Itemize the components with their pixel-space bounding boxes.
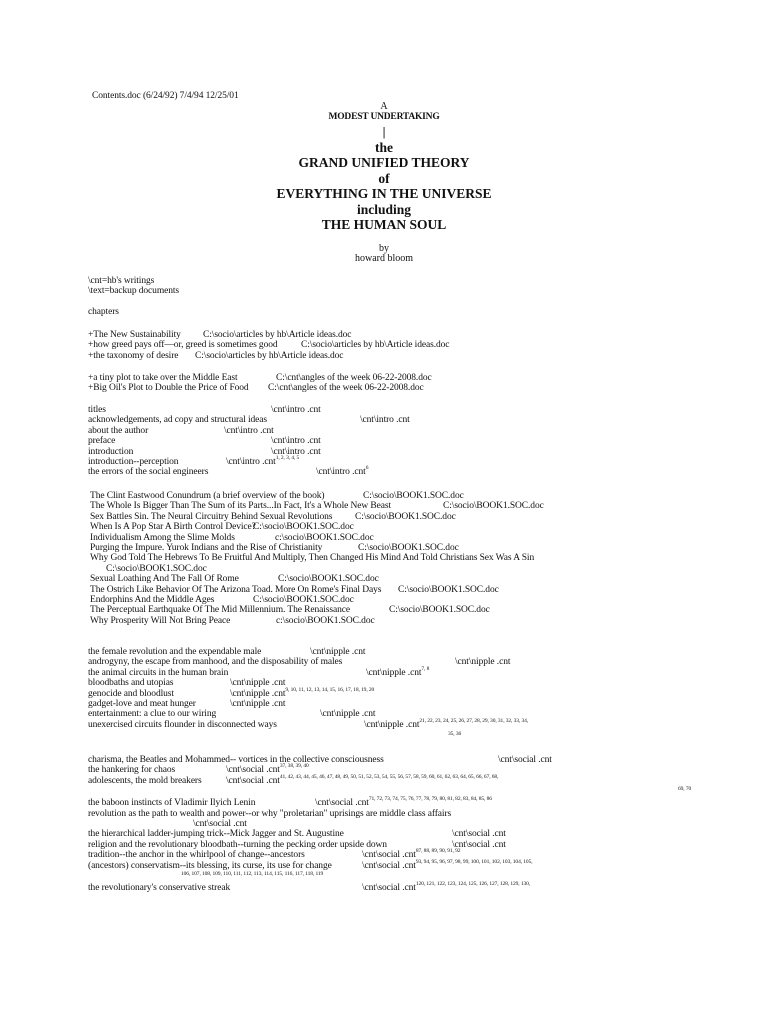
list-item: introduction \cnt\intro .cnt [88,446,321,457]
article-entries [88,330,768,361]
list-item: +the taxonomy of desire C:\socio\articles by hb\Article ideas.doc [88,350,344,361]
footnote-refs: 1, 2, 3, 4, 5 [275,454,300,461]
list-item: the hierarchical ladder-jumping trick--Mick Jagger and St. Augustine \cnt\social .cnt [88,829,506,840]
list-item: When Is A Pop Star A Birth Control Device? C:\socio\BOOK1.SOC.doc [90,522,354,533]
list-item: +Big Oil's Plot to Double the Price of Food C:\cnt\angles of the week 06-22-2008.doc [88,383,424,394]
title-including: including [356,202,412,217]
list-item: tradition--the anchor in the whirlpool of change--ancestors \cnt\social .cnt$^{87, 88, 89, 90, 91, 92}$ [88,848,461,861]
list-item: preface \cnt\intro .cnt [88,436,321,447]
footnote-refs: 106, 107, 108, 109, 110, 111, 112, 113, 114, 115, 116, 117, 118, 119 [181,870,324,877]
contents-line: Contents.doc (6/24/92) 7/4/94 12/25/01 [92,91,239,101]
list-item [88,730,768,744]
list-item: Sexual Loathing And The Fall Of Rome C:\socio\BOOK1.SOC.doc [90,574,379,585]
list-item: the revolutionary's conservative streak \cnt\social .cnt$^{120, 121, 122, 123, 124, 125, 126, 127, 128, 129, 130,}$ [88,880,531,893]
list-item: +The New Sustainability C:\socio\articles by hb\Article ideas.doc [88,330,352,340]
byline-author: howard bloom [354,253,414,264]
footnote-refs: 35, 36 [448,731,462,738]
list-item: unexercised circuits flounder in disconnected ways \cnt\nipple .cnt$^{21, 22, 23, 24, 25, 26, 27, 28, 29, 30, 31, 32, 33, 34,}$ [88,717,529,730]
list-item: \cnt\social .cnt [193,818,247,829]
footnote-refs: 71, 72, 73, 74, 75, 76, 77, 78, 79, 80, 81, 82, 83, 84, 85, 86 [368,796,492,803]
chapters-label: chapters [88,307,119,317]
list-item: entertainment: a clue to our wiring \cnt\nipple .cnt [88,709,376,720]
list-item: bloodbaths and utopias \cnt\nipple .cnt [88,678,286,689]
list-item: adolescents, the mold breakers \cnt\social .cnt$^{41, 42, 43, 44, 45, 46, 47, 48, 49, 50, 51, 52, 53, 54, 55, 56, 57, 58, 59, 60, 61, 62, 63, 64, 65, 66, 67, 68,}$ [88,773,499,786]
footnote-refs: 93, 94, 95, 96, 97, 98, 99, 100, 101, 102, 103, 104, 105, [415,858,533,865]
list-item: acknowledgements, ad copy and structural ideas \cnt\intro .cnt [88,415,410,426]
list-item: The Perceptual Earthquake Of The Mid Millennium. The Renaissance C:\socio\BOOK1.SOC.doc [90,605,490,616]
list-item: titles \cnt\intro .cnt [88,405,321,415]
list-item: Endorphins And the Middle Ages C:\socio\BOOK1.SOC.doc [90,594,354,605]
footnote-refs: 6 [365,465,369,472]
list-item: gadget-love and meat hunger \cnt\nipple .cnt [88,698,286,709]
title-of: of [378,171,390,186]
social-entries [88,755,768,893]
title-everything: EVERYTHING IN THE UNIVERSE [276,186,492,201]
list-item: Individualism Among the Slime Molds c:\socio\BOOK1.SOC.doc [90,532,374,543]
list-item: religion and the revolutionary bloodbath--turning the pecking order upside down \cnt\social .cnt [88,839,506,850]
footnote-refs: 69, 70 [678,786,692,793]
title-grand-unified-theory: GRAND UNIFIED THEORY [298,155,470,170]
list-item: Purging the Impure. Yurok Indians and the Rise of Christianity C:\socio\BOOK1.SOC.doc [90,542,459,553]
list-item: +how greed pays off—or, greed is sometimes good C:\socio\articles by hb\Article ideas.doc [88,340,450,351]
footnote-refs: 21, 22, 23, 24, 25, 26, 27, 28, 29, 30, 31, 32, 33, 34, [419,717,529,724]
list-item: the errors of the social engineers \cnt\intro .cnt$^6$ [88,465,369,478]
list-item: +a tiny plot to take over the Middle East C:\cnt\angles of the week 06-22-2008.doc [88,373,432,383]
list-item: The Clint Eastwood Conundrum (a brief overview of the book) C:\socio\BOOK1.SOC.doc [90,491,464,501]
list-item: C:\socio\BOOK1.SOC.doc [106,563,207,574]
title-modest-undertaking: MODEST UNDERTAKING [328,112,440,122]
list-item: androgyny, the escape from manhood, and the disposability of males \cnt\nipple .cnt [88,657,511,668]
list-item: introduction--perception \cnt\intro .cnt$^{1, 2, 3, 4, 5}$ [88,454,300,467]
title-a: A [380,101,388,112]
list-item: Why God Told The Hebrews To Be Fruitful And Multiply, Then Changed His Mind And Told Christians Sex Was A Sin [90,553,535,564]
list-item: The Ostrich Like Behavior Of The Arizona Toad. More On Rome's Final Days C:\socio\BOOK1.SOC.doc [90,584,499,595]
title-human-soul: THE HUMAN SOUL [321,217,447,232]
list-item: The Whole Is Bigger Than The Sum of its Parts...In Fact, It's a Whole New Beast C:\socio\BOOK1.SOC.doc [90,501,544,512]
nipple-entries [88,647,768,744]
list-item: (ancestors) conservatism--its blessing, its curse, its use for change \cnt\social .cnt$^{93, 94, 95, 96, 97, 98, 99, 100, 101, 102, 103, 104, 105,}$ [88,858,533,871]
list-item: the animal circuits in the human brain \cnt\nipple .cnt$^{7, 8}$ [88,665,430,678]
list-item: Sex Battles Sin. The Neural Circuitry Behind Sexual Revolutions C:\socio\BOOK1.SOC.doc [90,511,456,522]
footnote-refs: 9, 10, 11, 12, 13, 14, 15, 16, 17, 18, 19, 20 [285,686,375,693]
list-item: genocide and bloodlust \cnt\nipple .cnt$^{9, 10, 11, 12, 13, 14, 15, 16, 17, 18, 19, 20}$ [88,686,375,699]
title-bar: | [382,124,386,139]
book1-entries [88,491,768,626]
byline-by: by [379,243,389,254]
footnote-refs: 37, 38, 39, 40 [279,763,309,770]
list-item: revolution as the path to wealth and power--or why "proletarian" uprisings are middle class affairs [88,808,452,819]
list-item: the hankering for chaos \cnt\social .cnt$^{37, 38, 39, 40}$ [88,763,309,776]
footnote-refs: 41, 42, 43, 44, 45, 46, 47, 48, 49, 50, 51, 52, 53, 54, 55, 56, 57, 58, 59, 60, 61, 62, 63, 64, 65, 66, 67, 68, [279,773,499,780]
list-item: the baboon instincts of Vladimir Ilyich Lenin \cnt\social .cnt$^{71, 72, 73, 74, 75, 76, 77, 78, 79, 80, 81, 82, 83, 84, 85, 86}$ [88,796,492,809]
title-the: the [375,140,393,155]
footnote-refs: 87, 88, 89, 90, 91, 92 [415,848,461,855]
list-item: charisma, the Beatles and Mohammed-- vortices in the collective consciousness \cnt\social .cnt [88,755,552,765]
list-item: about the author \cnt\intro .cnt [88,425,274,436]
document-page: Contents.doc (6/24/92) 7/4/94 12/25/01 A MODEST UNDERTAKING | the GRAND UNIFIED THEORY of EVERYTHING IN THE UNIVERSE including THE HUMAN SOUL by howard bloom \cnt=hb's writings \text=backup documents chapters +The New Sustainability C:\socio\articles by hb\Article ideas.doc +how greed pays off—or, greed is sometimes good C:\socio\articles by hb\Article ideas.doc +the taxonomy of desire C:\socio\articles by hb\Article ideas.doc +a tiny plot to take over the Middle East C:\cnt\angles of the week 06-22-2008.doc +Big Oil's Plot to Double the Price of Food C:\cnt\angles of the week 06-22-2008.doc titles \cnt\intro .cnt acknowledgements, ad copy and structural ideas \cnt\intro .cnt about the author \cnt\intro .cnt preface \cnt\intro .cnt introduction \cnt\intro .cnt introduction--perception \cnt\intro .cnt$^{1, 2, 3, 4, 5}$ the errors of the social engineers \cnt\intro .cnt$^6$ The Clint Eastwood Conundrum (a brief overview of the book) C:\socio\BOOK1.SOC.doc The Whole Is Bigger Than The Sum of its Parts...In Fact, It's a Whole New Beast C:\socio\BOOK1.SOC.doc Sex Battles Sin. The Neural Circuitry Behind Sexual Revolutions C:\socio\BOOK1.SOC.doc When Is A Pop Star A Birth Control Device? C:\socio\BOOK1.SOC.doc Individualism Among the Slime Molds c:\socio\BOOK1.SOC.doc Purging the Impure. Yurok Indians and the Rise of Christianity C:\socio\BOOK1.SOC.doc Why God Told The Hebrews To Be Fruitful And Multiply, Then Changed His Mind And Told Christians Sex Was A Sin C:\socio\BOOK1.SOC.doc Sexual Loathing And The Fall Of Rome C:\socio\BOOK1.SOC.doc The Ostrich Like Behavior Of The Arizona Toad. More On Rome's Final Days C:\socio\BOOK1.SOC.doc Endorphins And the Middle Ages C:\socio\BOOK1.SOC.doc The Perceptual Earthquake Of The Mid Millennium. The Renaissance C:\socio\BOOK1.SOC.doc Why Prosperity Will Not Bring Peace c:\socio\BOOK1.SOC.doc the female revolution and the expendable male \cnt\nipple .cnt androgyny, the escape from manhood, and the disposability of males \cnt\nipple .cnt the animal circuits in the human brain \cnt\nipple .cnt$^{7, 8}$ bloodbaths and utopias \cnt\nipple .cnt genocide and bloodlust \cnt\nipple .cnt$^{9, 10, 11, 12, 13, 14, 15, 16, 17, 18, 19, 20}$ gadget-love and meat hunger \cnt\nipple .cnt entertainment: a clue to our wiring \cnt\nipple .cnt unexercised circuits flounder in disconnected ways \cnt\nipple .cnt$^{21, 22, 23, 24, 25, 26, 27, 28, 29, 30, 31, 32, 33, 34,}$ 35, 36 charisma, the Beatles and Mohammed-- vortices in the collective consciousness \cnt\social .cnt the hankering for chaos \cnt\social .cnt$^{37, 38, 39, 40}$ adolescents, the mold breakers \cnt\social .cnt$^{41, 42, 43, 44, 45, 46, 47, 48, 49, 50, 51, 52, 53, 54, 55, 56, 57, 58, 59, 60, 61, 62, 63, 64, 65, 66, 67, 68,}$ 69, 70 the baboon instincts of Vladimir Ilyich Lenin \cnt\social .cnt$^{71, 72, 73, 74, 75, 76, 77, 78, 79, 80, 81, 82, 83, 84, 85, 86}$ revolution as the path to wealth and power--or why "proletarian" uprisings are middle class affairs \cnt\social .cnt the hierarchical ladder-jumping trick--Mick Jagger and St. Augustine \cnt\social .cnt religion and the revolutionary bloodbath--turning the pecking order upside down \cnt\social .cnt tradition--the anchor in the whirlpool of change--ancestors \cnt\social .cnt$^{87, 88, 89, 90, 91, 92}$ (ancestors) conservatism--its blessing, its curse, its use for change \cnt\social .cnt$^{93, 94, 95, 96, 97, 98, 99, 100, 101, 102, 103, 104, 105,}$ 106, 107, 108, 109, 110, 111, 112, 113, 114, 115, 116, 117, 118, 119 the revolutionary's conservative streak \cnt\social .cnt$^{120, 121, 122, 123, 124, 125, 126, 127, 128, 129, 130,}$ [0,0,768,1024]
footnote-refs: 120, 121, 122, 123, 124, 125, 126, 127, 128, 129, 130, [415,880,531,887]
intro-entries [88,405,768,478]
angle-entries [88,373,768,394]
list-item: the female revolution and the expendable male \cnt\nipple .cnt [88,647,366,657]
list-item: Why Prosperity Will Not Bring Peace c:\socio\BOOK1.SOC.doc [90,615,375,626]
footnote-refs: 7, 8 [421,665,430,672]
